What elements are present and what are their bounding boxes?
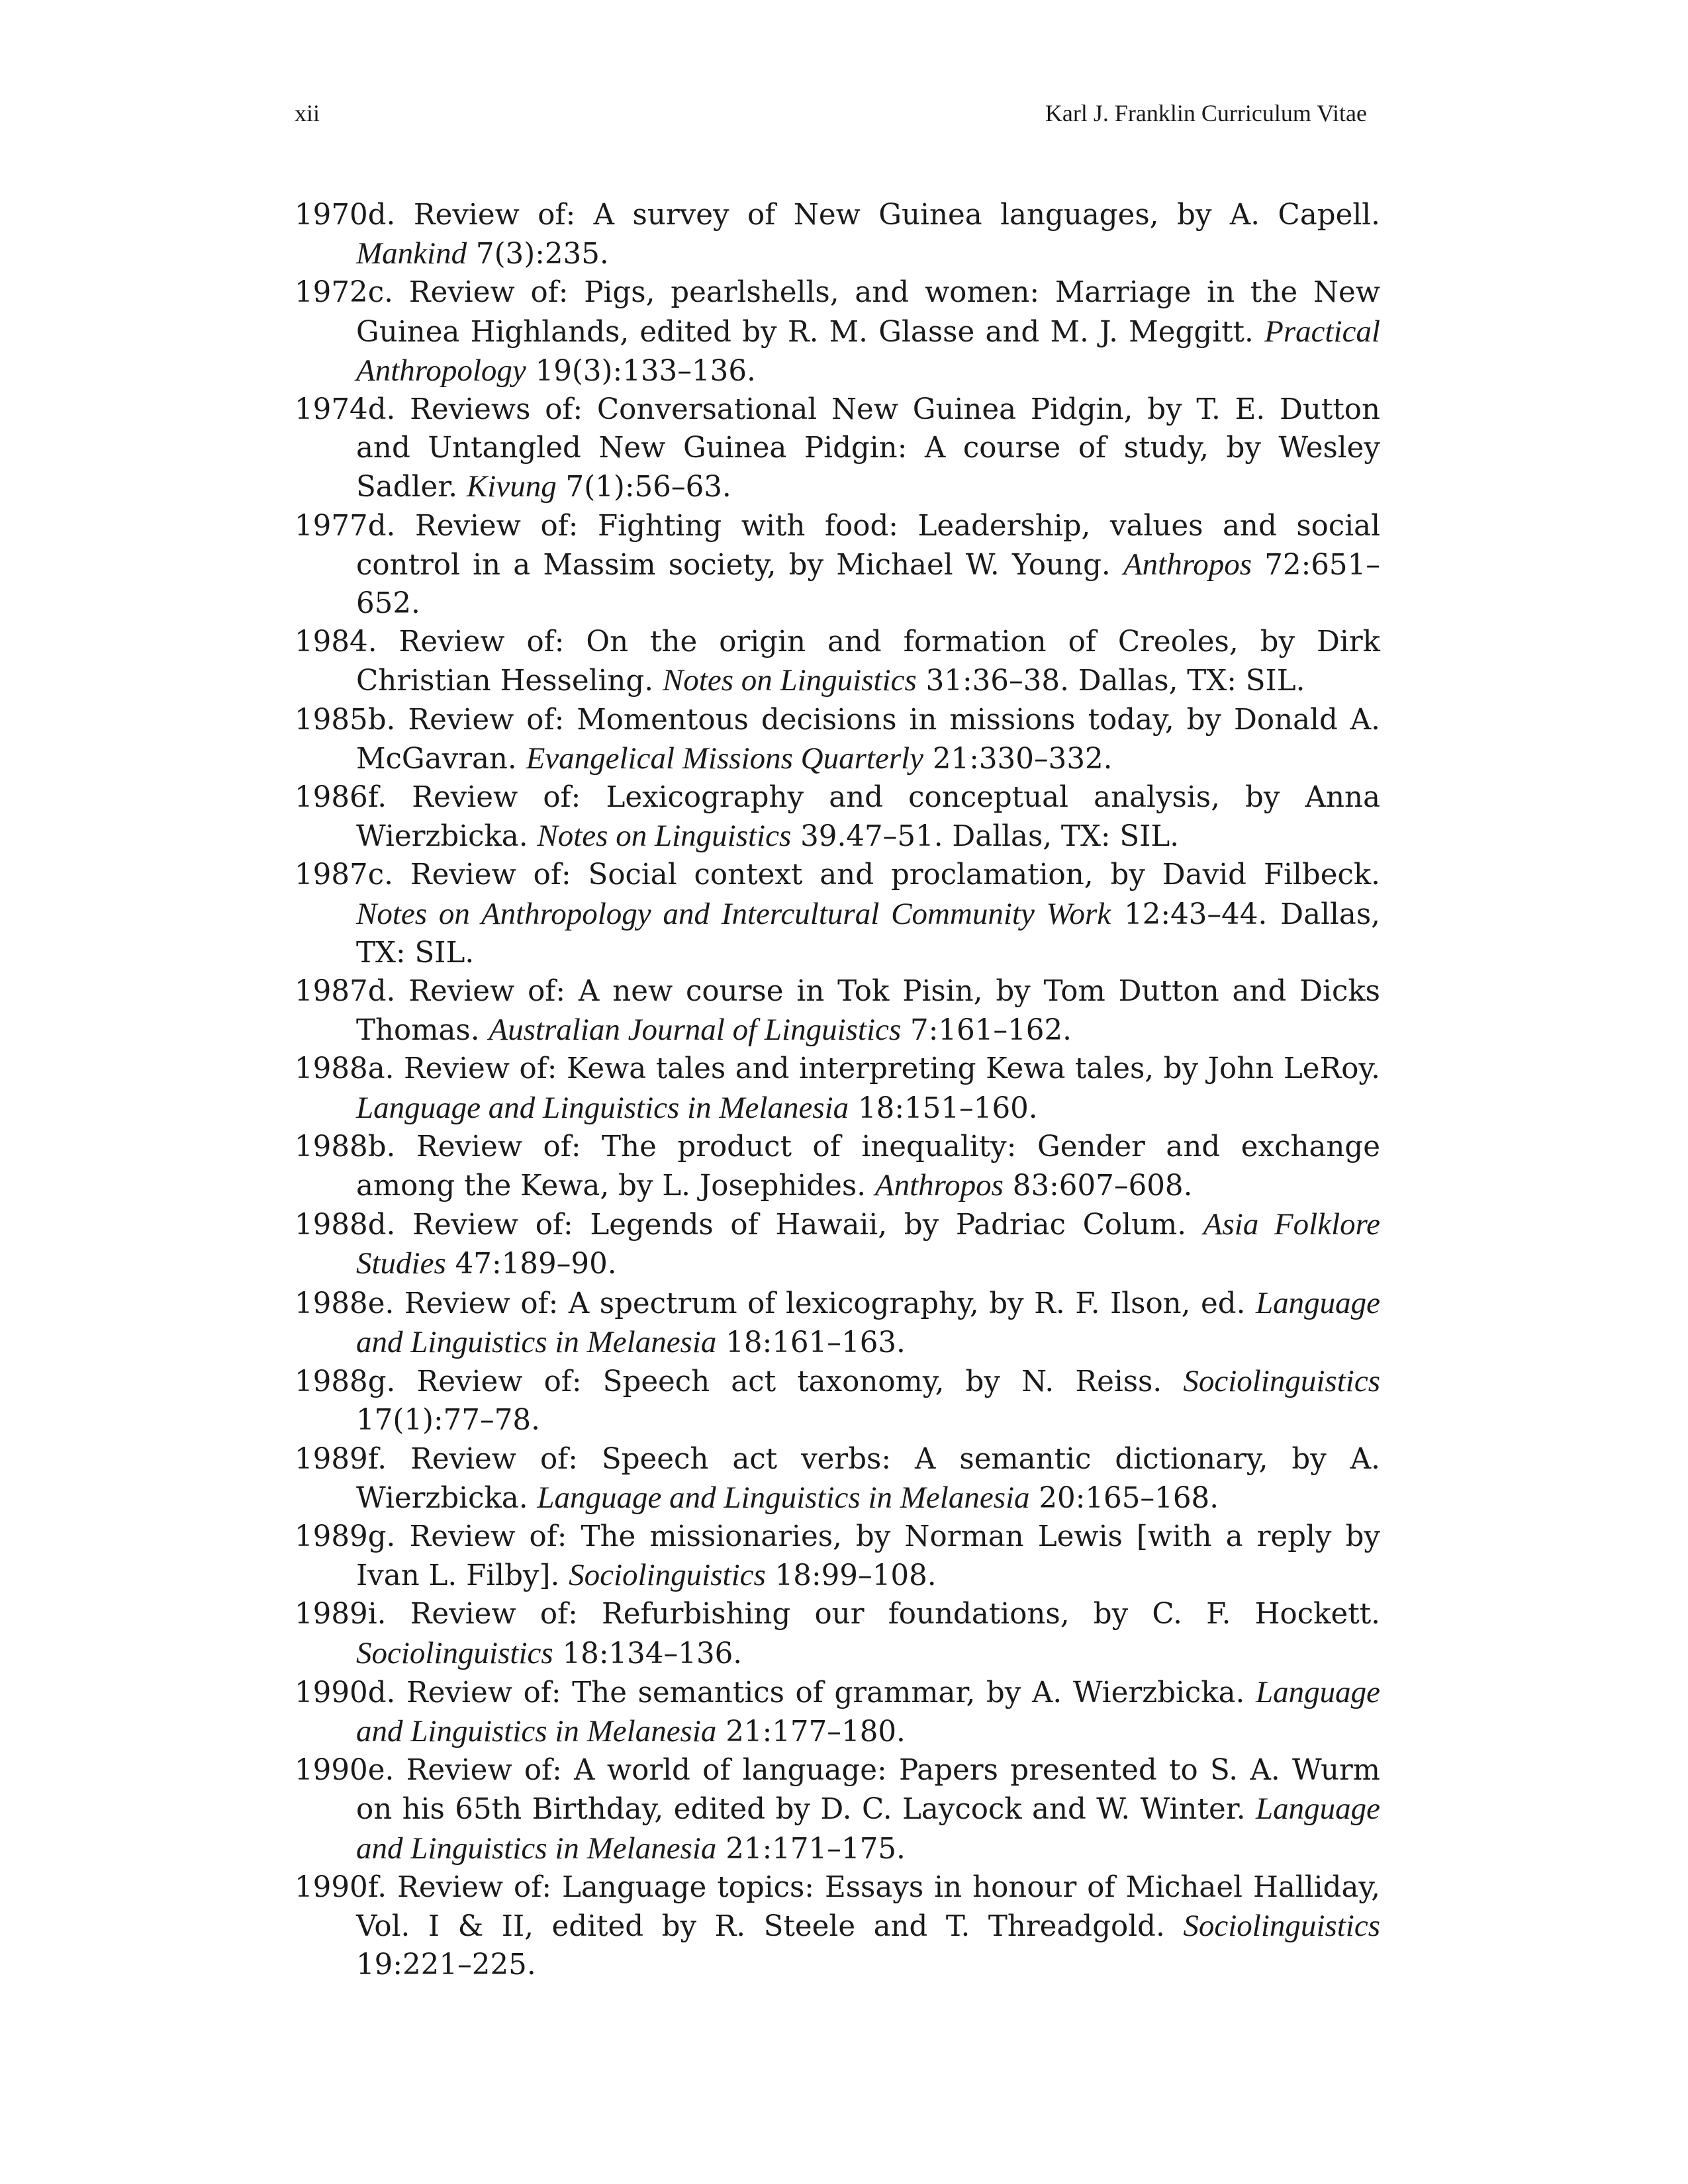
- entry-citation: 18:99–108.: [774, 1559, 937, 1593]
- bibliography-entry: [295, 1284, 1380, 1362]
- entry-citation: 39.47–51. Dallas, TX: SIL.: [800, 820, 1180, 854]
- entry-journal: Practical Anthropology: [356, 314, 1381, 388]
- entry-label: 1989g.: [295, 1520, 396, 1553]
- entry-text: Review of: Momentous decisions in missions today, by Donald A. McGavran.: [356, 703, 1380, 776]
- entry-text: Review of: Refurbishing our foundations, by C. F. Hockett.: [410, 1598, 1381, 1631]
- entry-citation: 20:165–168.: [1039, 1481, 1219, 1515]
- entry-citation: 19:221–225.: [356, 1948, 536, 1982]
- entry-citation: 7(3):235.: [475, 238, 609, 271]
- entry-text: Review of: On the origin and formation of Creoles, by Dirk Christian Hesseling.: [356, 625, 1380, 698]
- entry-journal: Anthropos: [874, 1168, 1004, 1203]
- entry-text: Reviews of: Conversational New Guinea Pidgin, by T. E. Dutton and Untangled New Guinea Pidgin: A course of study, by Wesley Sadler.: [356, 393, 1381, 504]
- bibliography-entry: [295, 856, 1380, 972]
- entry-label: 1988b.: [295, 1130, 396, 1163]
- entry-citation: 72:651–652.: [356, 548, 1381, 621]
- bibliography-entry: [295, 623, 1380, 700]
- entry-label: 1990e.: [295, 1754, 395, 1788]
- entry-text: Review of: A survey of New Guinea languages, by A. Capell.: [413, 199, 1381, 232]
- entry-label: 1988g.: [295, 1365, 396, 1399]
- entry-text: Review of: Fighting with food: Leadership, values and social control in a Massim society, by Michael W. Young.: [356, 509, 1380, 582]
- entry-text: Review of: Legends of Hawaii, by Padriac Colum.: [412, 1208, 1187, 1242]
- bibliography-entry: [295, 972, 1380, 1050]
- entry-label: 1987d.: [295, 975, 396, 1009]
- entry-journal: Language and Linguistics in Melanesia: [356, 1285, 1381, 1359]
- entry-journal: Notes on Linguistics: [662, 663, 917, 698]
- running-title: Karl J. Franklin Curriculum Vitae: [1045, 100, 1367, 126]
- bibliography-entry: [295, 1128, 1380, 1205]
- entry-label: 1985b.: [295, 703, 396, 737]
- entry-label: 1974d.: [295, 393, 396, 427]
- bibliography-entry: [295, 1595, 1380, 1672]
- entry-citation: 7:161–162.: [910, 1014, 1072, 1048]
- entry-journal: Sociolinguistics: [1183, 1908, 1381, 1943]
- bibliography-entry: [295, 1050, 1380, 1127]
- entry-text: Review of: A world of language: Papers presented to S. A. Wurm on his 65th Birthday, edited by D. C. Laycock and W. Winter.: [356, 1754, 1380, 1827]
- entry-citation: 18:134–136.: [562, 1637, 743, 1670]
- bibliography-entry: [295, 390, 1380, 507]
- entry-label: 1990f.: [295, 1870, 387, 1904]
- entry-journal: Sociolinguistics: [569, 1558, 766, 1593]
- entry-citation: 31:36–38. Dallas, TX: SIL.: [925, 664, 1305, 698]
- entry-citation: 12:43–44. Dallas, TX: SIL.: [356, 897, 1380, 970]
- entry-citation: 21:171–175.: [726, 1832, 906, 1866]
- entry-journal: Notes on Linguistics: [537, 819, 792, 854]
- entry-citation: 19(3):133–136.: [535, 354, 756, 388]
- bibliography-entry: [295, 273, 1380, 390]
- entry-label: 1986f.: [295, 781, 387, 815]
- entry-citation: 18:151–160.: [857, 1091, 1038, 1125]
- entry-journal: Language and Linguistics in Melanesia: [356, 1674, 1381, 1749]
- entry-label: 1989i.: [295, 1598, 387, 1631]
- entry-text: Review of: The semantics of grammar, by A. Wierzbicka.: [406, 1676, 1245, 1709]
- entry-journal: Anthropos: [1123, 547, 1252, 582]
- entry-label: 1989f.: [295, 1442, 387, 1476]
- entry-label: 1990d.: [295, 1676, 396, 1709]
- entry-label: 1988e.: [295, 1287, 395, 1320]
- entry-text: Review of: Lexicography and conceptual analysis, by Anna Wierzbicka.: [356, 781, 1381, 854]
- entry-text: Review of: A new course in Tok Pisin, by Tom Dutton and Dicks Thomas.: [356, 975, 1380, 1048]
- page-number: xii: [295, 100, 320, 126]
- entry-citation: 21:177–180.: [726, 1715, 906, 1749]
- page-header: [295, 99, 1367, 139]
- entry-label: 1988d.: [295, 1208, 396, 1242]
- entry-text: Review of: Pigs, pearlshells, and women: Marriage in the New Guinea Highlands, edited by R. M. Glasse and M. J. Meggitt.: [356, 276, 1380, 349]
- entry-journal: Mankind: [356, 236, 467, 271]
- entry-text: Review of: The product of inequality: Gender and exchange among the Kewa, by L. Josephides.: [356, 1130, 1381, 1203]
- bibliography-entry: [295, 1751, 1380, 1868]
- entry-citation: 21:330–332.: [932, 742, 1113, 776]
- entry-journal: Sociolinguistics: [1183, 1364, 1380, 1399]
- entry-label: 1970d.: [295, 199, 396, 232]
- entry-text: Review of: The missionaries, by Norman Lewis [with a reply by Ivan L. Filby].: [356, 1520, 1380, 1593]
- bibliography-entry: [295, 701, 1380, 778]
- entry-journal: Evangelical Missions Quarterly: [526, 741, 924, 776]
- entry-text: Review of: Kewa tales and interpreting Kewa tales, by John LeRoy.: [404, 1052, 1381, 1086]
- entry-journal: Language and Linguistics in Melanesia: [356, 1090, 849, 1125]
- bibliography-list: [295, 196, 1380, 1984]
- bibliography-entry: [295, 507, 1380, 623]
- entry-journal: Language and Linguistics in Melanesia: [537, 1480, 1030, 1515]
- entry-label: 1972c.: [295, 276, 393, 310]
- entry-label: 1977d.: [295, 509, 396, 543]
- entry-text: Review of: A spectrum of lexicography, by R. F. Ilson, ed.: [404, 1287, 1246, 1320]
- entry-journal: Notes on Anthropology and Intercultural Community Work: [356, 896, 1111, 931]
- entry-journal: Language and Linguistics in Melanesia: [356, 1792, 1381, 1866]
- entry-text: Review of: Speech act verbs: A semantic dictionary, by A. Wierzbicka.: [356, 1442, 1381, 1515]
- entry-label: 1988a.: [295, 1052, 395, 1086]
- bibliography-entry: [295, 1440, 1380, 1518]
- entry-journal: Australian Journal of Linguistics: [489, 1013, 902, 1048]
- entry-citation: 18:161–163.: [726, 1326, 906, 1359]
- bibliography-entry: [295, 1205, 1380, 1283]
- bibliography-entry: [295, 1362, 1380, 1439]
- entry-text: Review of: Language topics: Essays in honour of Michael Halliday, Vol. I & II, edited by R. Steele and T. Threadgold.: [356, 1870, 1381, 1943]
- entry-citation: 47:189–90.: [455, 1248, 617, 1281]
- bibliography-entry: [295, 778, 1380, 856]
- entry-citation: 7(1):56–63.: [565, 471, 731, 504]
- bibliography-entry: [295, 1868, 1380, 1985]
- entry-journal: Sociolinguistics: [356, 1635, 553, 1670]
- entry-journal: Kivung: [466, 469, 557, 504]
- bibliography-entry: [295, 1673, 1380, 1751]
- entry-citation: 83:607–608.: [1012, 1169, 1193, 1203]
- entry-label: 1987c.: [295, 858, 393, 892]
- bibliography-entry: [295, 1518, 1380, 1595]
- entry-citation: 17(1):77–78.: [356, 1404, 540, 1437]
- entry-text: Review of: Speech act taxonomy, by N. Reiss.: [416, 1365, 1162, 1399]
- entry-journal: Asia Folklore Studies: [356, 1207, 1381, 1281]
- entry-text: Review of: Social context and proclamation, by David Filbeck.: [410, 858, 1381, 892]
- entry-label: 1984.: [295, 625, 377, 659]
- bibliography-entry: [295, 196, 1380, 273]
